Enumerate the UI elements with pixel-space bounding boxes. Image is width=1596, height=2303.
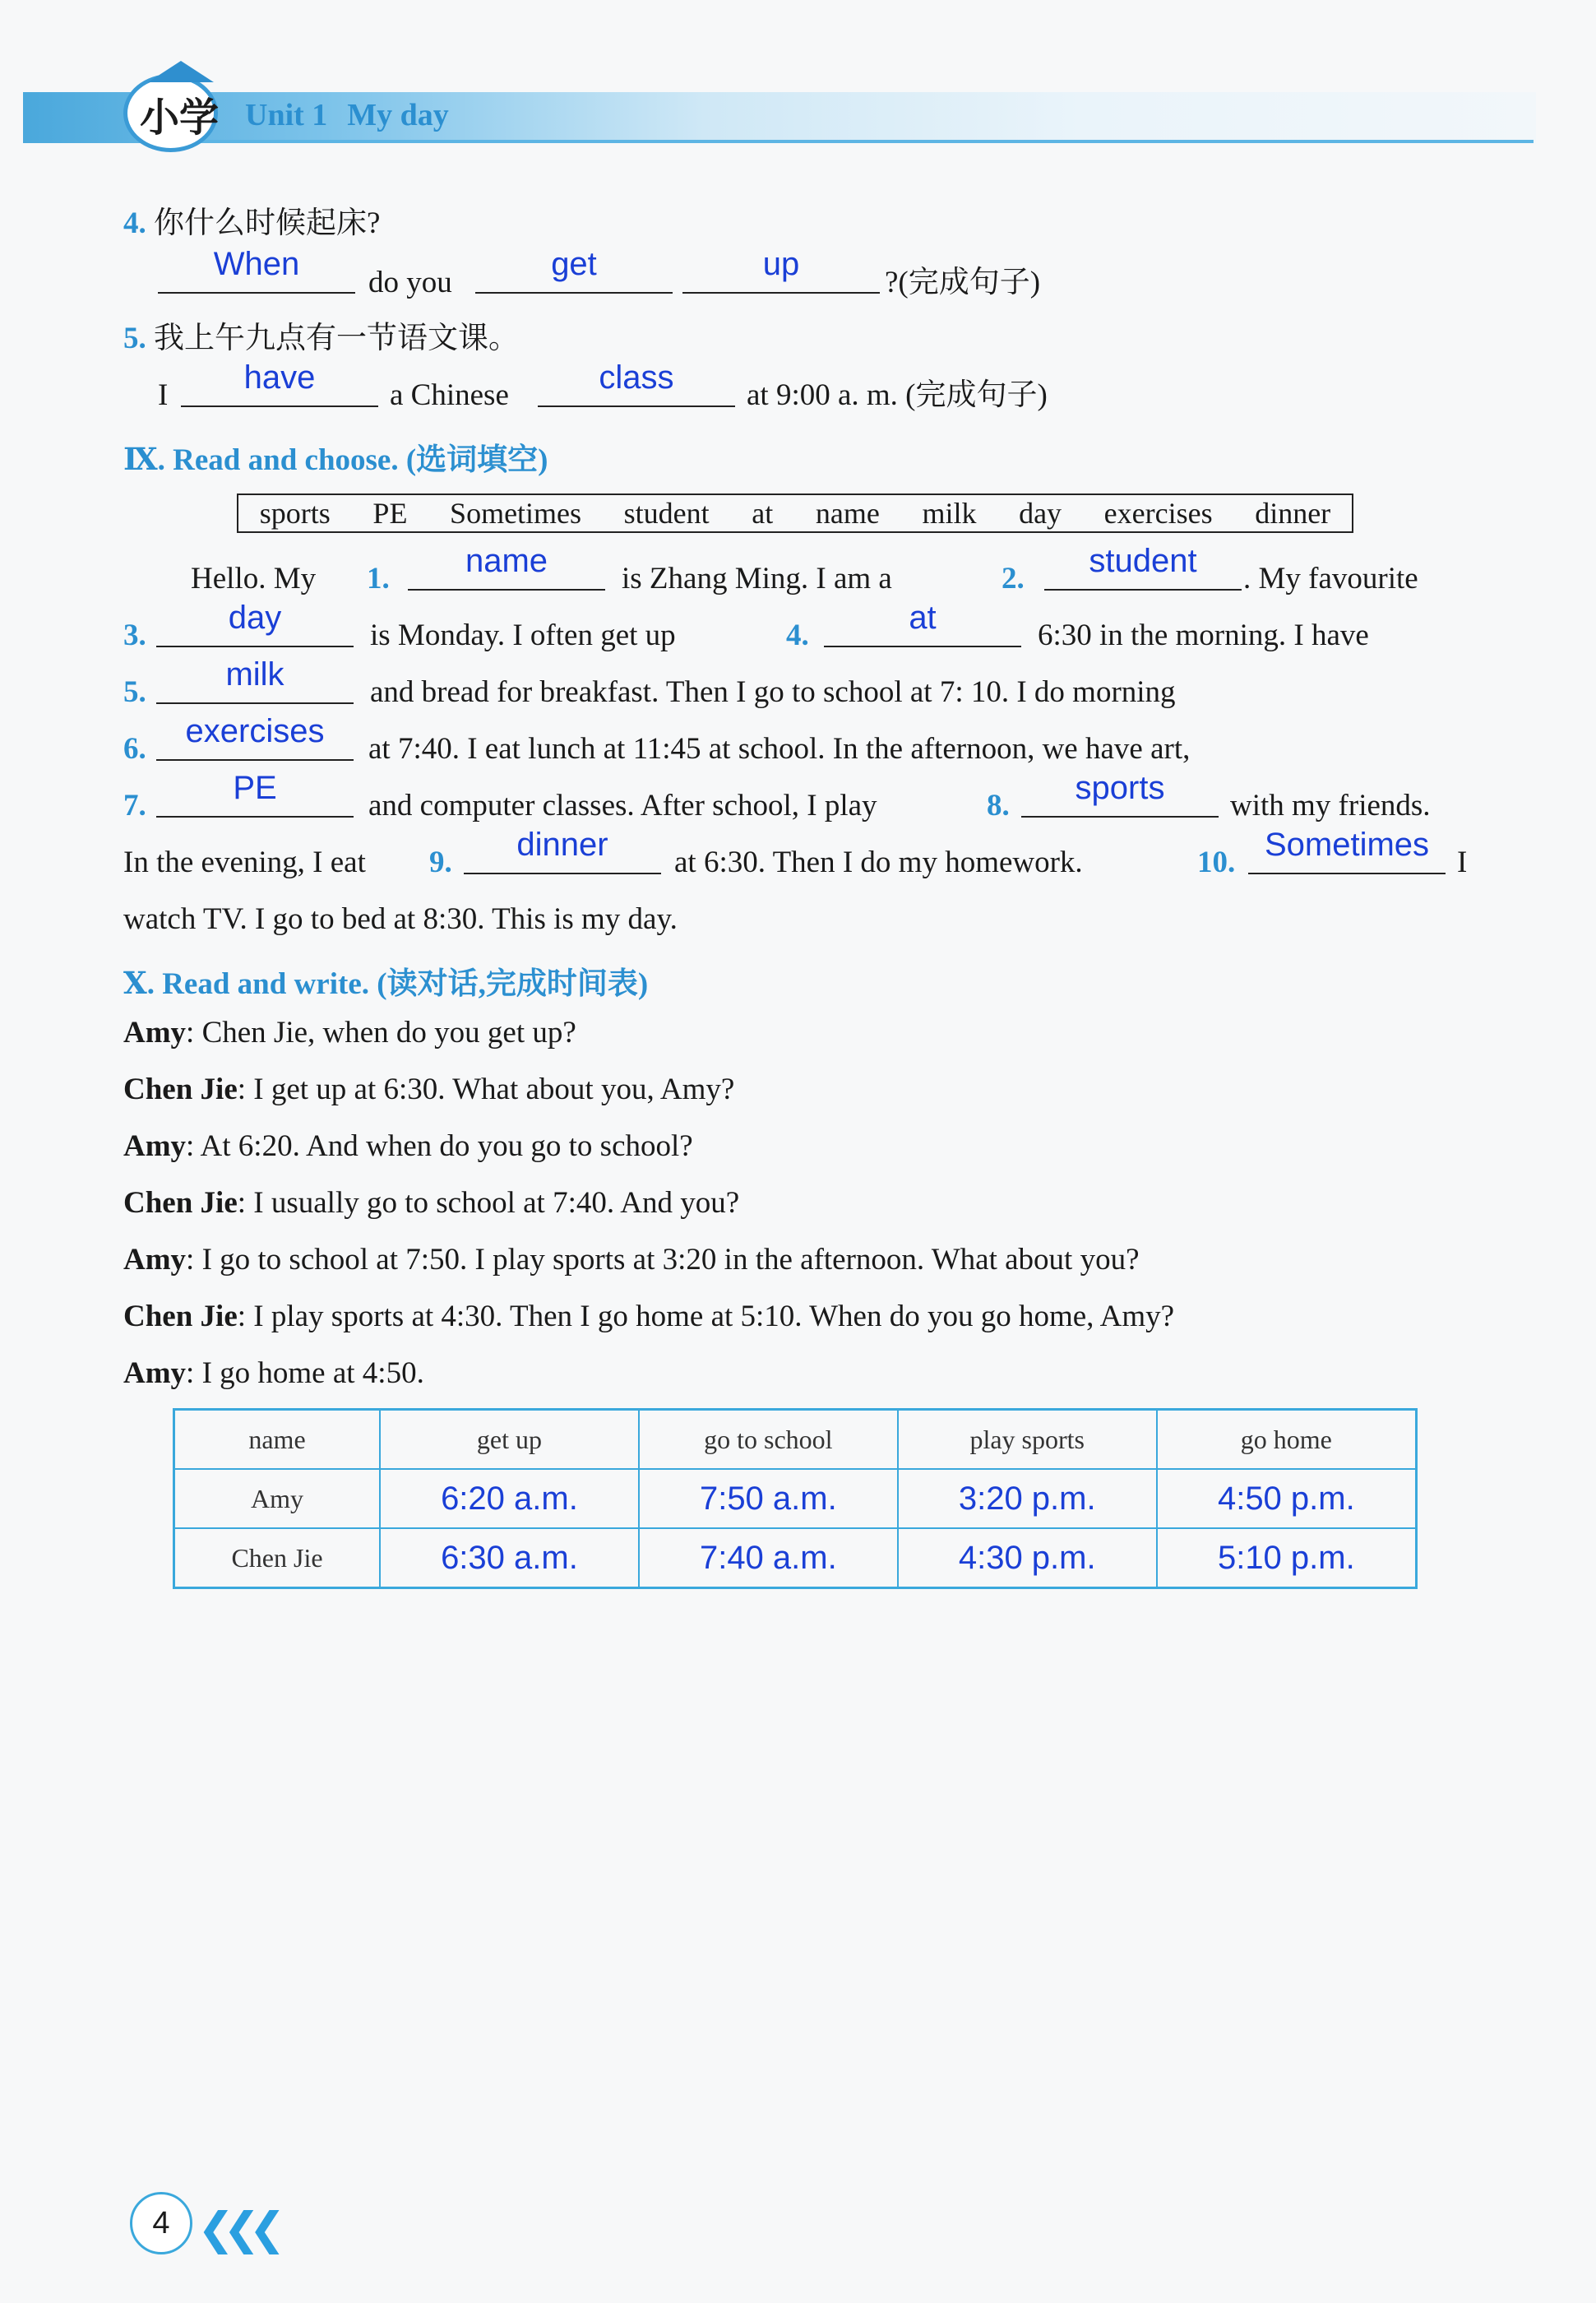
unit-name: My day [347,98,449,132]
utterance: : I usually go to school at 7:40. And you? [237,1186,740,1220]
q5-answer-1: have [243,359,316,396]
arrows-icon: ❮❮❮ [197,2203,275,2254]
passage-blank-6[interactable] [156,713,354,761]
passage-text: In the evening, I eat [123,846,366,879]
q4-blank-2[interactable] [475,246,673,294]
q5-blank-1[interactable] [181,359,378,407]
passage-blank-1[interactable] [408,543,605,591]
header-cell: go home [1157,1410,1417,1470]
word-item: at [752,497,774,530]
dialogue-line [123,1355,424,1391]
page-number: 4 [130,2192,192,2254]
q4-blank-1[interactable] [158,246,355,294]
q5-prompt [123,323,519,354]
utterance: : I go home at 4:50. [186,1356,424,1390]
speaker: Amy [123,1356,187,1390]
section-9-title: Ⅸ. Read and choose. (选词填空) [123,443,548,477]
passage-blank-9[interactable] [464,827,661,874]
q4-answer-1: When [213,246,300,282]
passage-blank-8[interactable] [1021,770,1219,818]
passage-blank-7[interactable] [156,770,354,818]
answer-cell[interactable]: 7:50 a.m. [639,1469,898,1528]
section-10-title: Ⅹ. Read and write. (读对话,完成时间表) [123,967,649,1001]
word-item: name [815,497,880,530]
passage-blank-5[interactable] [156,656,354,704]
word-item: exercises [1103,497,1213,530]
blank-number: 6. [123,732,146,766]
q5-mid: a Chinese [390,378,509,412]
answer-cell[interactable]: 6:30 a.m. [380,1528,639,1588]
passage-text: Hello. My [191,562,317,595]
word-item: milk [922,497,977,530]
passage-text: and bread for breakfast. Then I go to school at 7: 10. I do morning [370,675,1176,709]
passage-text: at 7:40. I eat lunch at 11:45 at school. In the afternoon, we have art, [368,732,1191,766]
dialogue-line [123,1072,734,1107]
name-cell: Chen Jie [174,1528,381,1588]
utterance: : I play sports at 4:30. Then I go home at 5:10. When do you go home, Amy? [237,1300,1175,1333]
speaker: Amy [123,1016,187,1050]
dialogue-line [123,1185,739,1221]
header-cell: get up [380,1410,639,1470]
utterance: : I go to school at 7:50. I play sports at 3:20 in the afternoon. What about you? [186,1243,1140,1277]
blank-number: 1. [367,562,390,595]
utterance: : At 6:20. And when do you go to school? [186,1129,693,1163]
q5-number: 5. [123,322,146,355]
blank-number: 9. [429,846,452,879]
speaker: Amy [123,1243,187,1277]
passage-answer: exercises [185,713,325,749]
table-row [174,1528,1417,1588]
word-item: dinner [1255,497,1331,530]
passage-text: 6:30 in the morning. I have [1038,619,1369,652]
logo-text: 小学 [140,95,220,141]
q5-text: 我上午九点有一节语文课。 [154,322,519,355]
dialogue-line [123,1299,1174,1334]
unit-number: Unit 1 [245,98,328,132]
word-item: Sometimes [450,497,582,530]
blank-number: 10. [1197,846,1236,879]
q4-text: 你什么时候起床? [154,206,381,240]
passage-answer: at [909,600,937,636]
passage-text: with my friends. [1230,789,1431,822]
q5-answer-2: class [599,359,674,396]
speaker: Chen Jie [123,1300,238,1333]
blank-number: 7. [123,789,146,822]
answer-cell[interactable]: 4:30 p.m. [898,1528,1157,1588]
answer-cell[interactable]: 7:40 a.m. [639,1528,898,1588]
passage-answer: milk [225,656,285,693]
passage-text: and computer classes. After school, I play [368,789,877,822]
q4-blank-3[interactable] [682,246,880,294]
word-item: student [623,497,710,530]
unit-title [245,97,449,133]
passage-blank-2[interactable] [1044,543,1242,591]
passage-text: at 6:30. Then I do my homework. [674,846,1083,879]
passage-answer: student [1089,543,1197,579]
blank-number: 4. [786,619,809,652]
passage-blank-3[interactable] [156,600,354,647]
passage-text: watch TV. I go to bed at 8:30. This is my day. [123,902,678,936]
speaker: Chen Jie [123,1186,238,1220]
passage-text: is Monday. I often get up [370,619,676,652]
header-underline [197,140,1534,143]
passage-answer: day [228,600,282,636]
q5-tail: at 9:00 a. m. (完成句子) [747,378,1048,412]
word-item: sports [259,497,331,530]
timetable [173,1408,1418,1589]
q4-tail: ?(完成句子) [885,266,1041,299]
passage-text: is Zhang Ming. I am a [622,562,892,595]
passage-answer: PE [233,770,277,806]
dialogue-line [123,1128,693,1164]
word-item: day [1019,497,1062,530]
blank-number: 8. [987,789,1010,822]
blank-number: 5. [123,675,146,709]
q4-answer-3: up [762,246,800,282]
passage-answer: name [465,543,548,579]
dialogue-line [123,1015,576,1050]
blank-number: 2. [1002,562,1025,595]
q5-pre: I [158,378,169,412]
passage-answer: sports [1075,770,1165,806]
utterance: : I get up at 6:30. What about you, Amy? [237,1073,735,1106]
q5-blank-2[interactable] [538,359,735,407]
graduation-cap-icon [148,61,214,82]
passage-blank-4[interactable] [824,600,1021,647]
header-cell: play sports [898,1410,1157,1470]
header-cell: go to school [639,1410,898,1470]
name-cell: Amy [174,1469,381,1528]
passage-answer: Sometimes [1264,827,1430,863]
passage-answer: dinner [516,827,608,863]
blank-number: 3. [123,619,146,652]
speaker: Chen Jie [123,1073,238,1106]
q4-answer-2: get [551,246,597,282]
word-item: PE [372,497,408,530]
table-header-row [174,1410,1417,1470]
answer-cell[interactable]: 3:20 p.m. [898,1469,1157,1528]
passage-blank-10[interactable] [1248,827,1446,874]
q4-prompt [123,208,380,239]
answer-cell[interactable]: 4:50 p.m. [1157,1469,1417,1528]
dialogue-line [123,1242,1140,1277]
passage-text: . My favourite [1243,562,1418,595]
answer-cell[interactable]: 6:20 a.m. [380,1469,639,1528]
passage-text: I [1457,846,1468,879]
speaker: Amy [123,1129,187,1163]
header-cell: name [174,1410,381,1470]
q4-number: 4. [123,206,146,240]
table-row [174,1469,1417,1528]
q4-mid-text: do you [368,266,452,299]
answer-cell[interactable]: 5:10 p.m. [1157,1528,1417,1588]
word-box [237,494,1353,533]
utterance: : Chen Jie, when do you get up? [186,1016,576,1050]
